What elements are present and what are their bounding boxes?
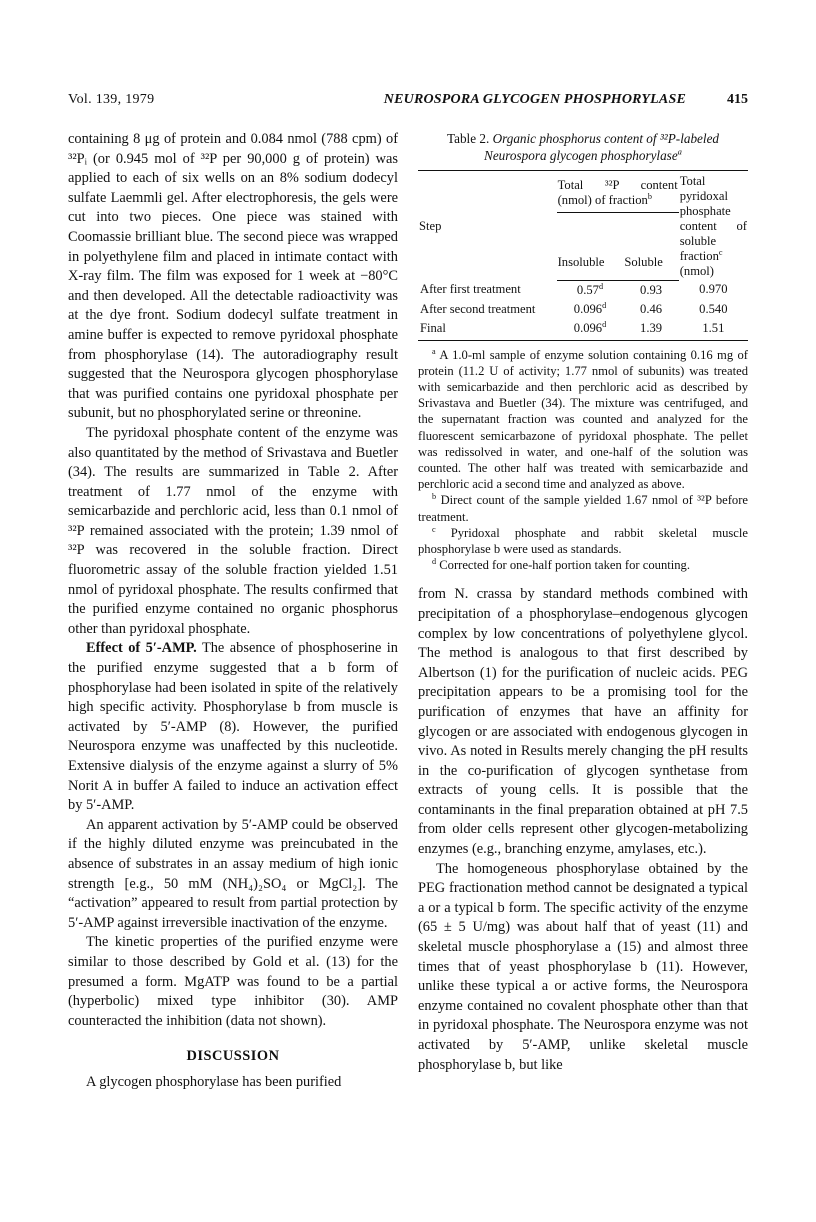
soluble-cell: 0.93 xyxy=(640,282,663,297)
table-footnotes xyxy=(418,347,748,574)
column-header-group: Total ³²P content (nmol) of fraction$^b$ xyxy=(557,171,679,213)
column-header-soluble: Soluble xyxy=(623,213,678,280)
volume-label: Vol. 139, 1979 xyxy=(68,92,155,107)
left-column xyxy=(68,130,398,1093)
body-paragraph xyxy=(68,639,398,815)
running-title: NEUROSPORA GLYCOGEN PHOSPHORYLASE xyxy=(383,92,686,107)
insoluble-cell: 0.096$^d$ xyxy=(557,319,624,341)
page-number: 415 xyxy=(727,92,748,107)
table-caption xyxy=(426,130,740,164)
table-row xyxy=(418,280,748,300)
body-paragraph: The homogeneous phosphorylase obtained by the PEG fractionation method cannot be designated a typical a or a typical b form. The specific activity of the enzyme (65 ± 5 U/mg) was about half that of yeast (11) and skeletal muscle phosphorylase a (15) and almost three times that of yeast phosphorylase b (11). However, unlike these typical a or active forms, the Neurospora enzyme contained no covalent phosphate other than that in pyridoxal phosphate. The Neurospora enzyme was not activated by 5′-AMP, unlike skeletal muscle phosphorylase b, but like xyxy=(418,860,748,1073)
footnote-mark: a xyxy=(677,146,682,157)
table-label: Table 2. xyxy=(446,131,490,146)
total-cell: 1.51 xyxy=(679,319,748,341)
total-cell: 0.540 xyxy=(699,301,728,316)
body-paragraph: The pyridoxal phosphate content of the enzyme was also quantitated by the method of Srivastava and Buetler (34). The results are summarized in Table 2. After treatment of 1.77 nmol of the enzyme with semicarbazide and perchloric acid, less than 0.1 nmol of ³²P remained associated with the protein; 1.39 nmol of ³²P was recovered in the soluble fraction. Direct fluorometric assay of the soluble fraction yielded 1.51 nmol of pyridoxal phosphate. The results confirmed that the purified enzyme contained no organic phosphorus other than pyridoxal phosphate. xyxy=(68,424,398,637)
column-header-step: Step xyxy=(418,171,557,281)
footnote-c: $^c$ Pyridoxal phosphate and rabbit skeletal muscle phosphorylase b were used as standards. xyxy=(418,524,748,556)
body-paragraph: from N. crassa by standard methods combined with precipitation of a phosphorylase–endogenous glycogen complex by low concentrations of polyethylene glycol. The method is analogous to that first described by Albertson (1) for the purification of nucleic acids. PEG precipitation appears to be a promising tool for the purification of enzymes that have an affinity for glycogen or are associated with endogenous glycogen in vivo. As noted in Results merely changing the pH results in the co-purification of glycogen synthetase from extracts of young cells. It is possible that the contaminants in the final preparation obtained at pH 7.5 from older cells represent other glycogen-metabolizing enzymes (e.g., branching enzyme, amylases, etc.). xyxy=(418,586,748,858)
soluble-cell: 1.39 xyxy=(623,319,678,341)
table-row xyxy=(418,319,748,341)
table-title: Organic phosphorus content of ³²P-labeled Neurospora glycogen phosphorylase xyxy=(484,131,720,163)
column-header-total: Total pyridoxal phosphate content of soluble fraction$^c$ (nmol) xyxy=(679,171,748,281)
step-cell: After second treatment xyxy=(420,301,536,316)
body-paragraph: containing 8 μg of protein and 0.084 nmol (788 cpm) of ³²Pᵢ (or 0.945 mol of ³²P per 90,000 g of protein) was applied to each of six wells on an 8% sodium dodecyl sulfate Laemmli gel. After electrophoresis, the gels were cut into two pieces. One piece was stained with Coomassie brilliant blue. The second piece was wrapped in polyethylene film and placed in intimate contact with X-ray film. The film was exposed for 1 week at −80°C and then developed. All the detectable radioactivity was at the dye front. Sodium dodecyl sulfate treatment in amine buffer is expected to remove pyridoxal phosphate from phosphorylase (14). The autoradiography result suggested that the Neurospora glycogen phosphorylase that was purified contains one pyridoxal phosphate per subunit, but no phosphorylated serine or threonine. xyxy=(68,131,398,422)
paragraph-text: The absence of phosphoserine in the purified enzyme suggested that a b form of phosphorylase had been isolated in spite of the relatively high specific activity. Phosphorylase b from muscle is activated by 5′-AMP (8). However, the purified Neurospora enzyme was unaffected by this nucleotide. Extensive dialysis of the enzyme against a slurry of 5% Norit A in buffer A failed to induce an activation effect by 5′-AMP. xyxy=(68,640,398,814)
table-row xyxy=(418,300,748,319)
running-header xyxy=(68,92,748,116)
right-column xyxy=(418,130,748,1075)
body-paragraph: A glycogen phosphorylase has been purified xyxy=(86,1073,342,1090)
insoluble-cell: 0.096$^d$ xyxy=(573,300,607,316)
section-heading: DISCUSSION xyxy=(186,1048,280,1065)
subsection-heading: Effect of 5′-AMP. xyxy=(86,640,197,657)
body-paragraph: The kinetic properties of the purified enzyme were similar to those described by Gold et al. (13) for the presumed a form. MgATP was found to be a partial (hyperbolic) mixed type inhibitor (30). AMP counteracted the inhibition (data not shown). xyxy=(68,934,398,1029)
soluble-cell: 0.46 xyxy=(640,301,663,316)
insoluble-cell: 0.57$^d$ xyxy=(576,281,604,297)
total-cell: 0.970 xyxy=(699,282,728,296)
footnote-b: $^b$ Direct count of the sample yielded 1.67 nmol of ³²P before treatment. xyxy=(418,492,749,524)
footnote-a: $^a$ A 1.0-ml sample of enzyme solution containing 0.16 mg of protein (11.2 U of activity; 1.77 nmol of subunits) was treated with semicarbazide and then perchloric acid as described by Srivastava and Buetler (34). The mixture was centrifuged, and the supernatant fraction was counted and analyzed for the fluorescent semicarbazone of pyridoxal phosphate. The pellet was redissolved in water, and one-half of the solution was counted. The other half was treated with semicarbazide and perchloric acid a second time and analyzed as above. xyxy=(418,346,748,492)
step-cell: Final xyxy=(418,319,557,341)
step-cell: After first treatment xyxy=(420,282,521,296)
footnote-d: $^d$ Corrected for one-half portion taken for counting. xyxy=(432,556,690,573)
column-header-insoluble: Insoluble xyxy=(557,213,624,280)
body-paragraph: An apparent activation by 5′-AMP could be observed if the highly diluted enzyme was preincubated in the absence of substrates in an assay medium of high ionic strength [e.g., 50 mM (NH₄)₂SO₄ or MgCl₂]. The “activation” appeared to result from partial protection by 5′-AMP against irreversible inactivation of the enzyme. xyxy=(68,816,398,931)
table-2 xyxy=(418,170,748,341)
